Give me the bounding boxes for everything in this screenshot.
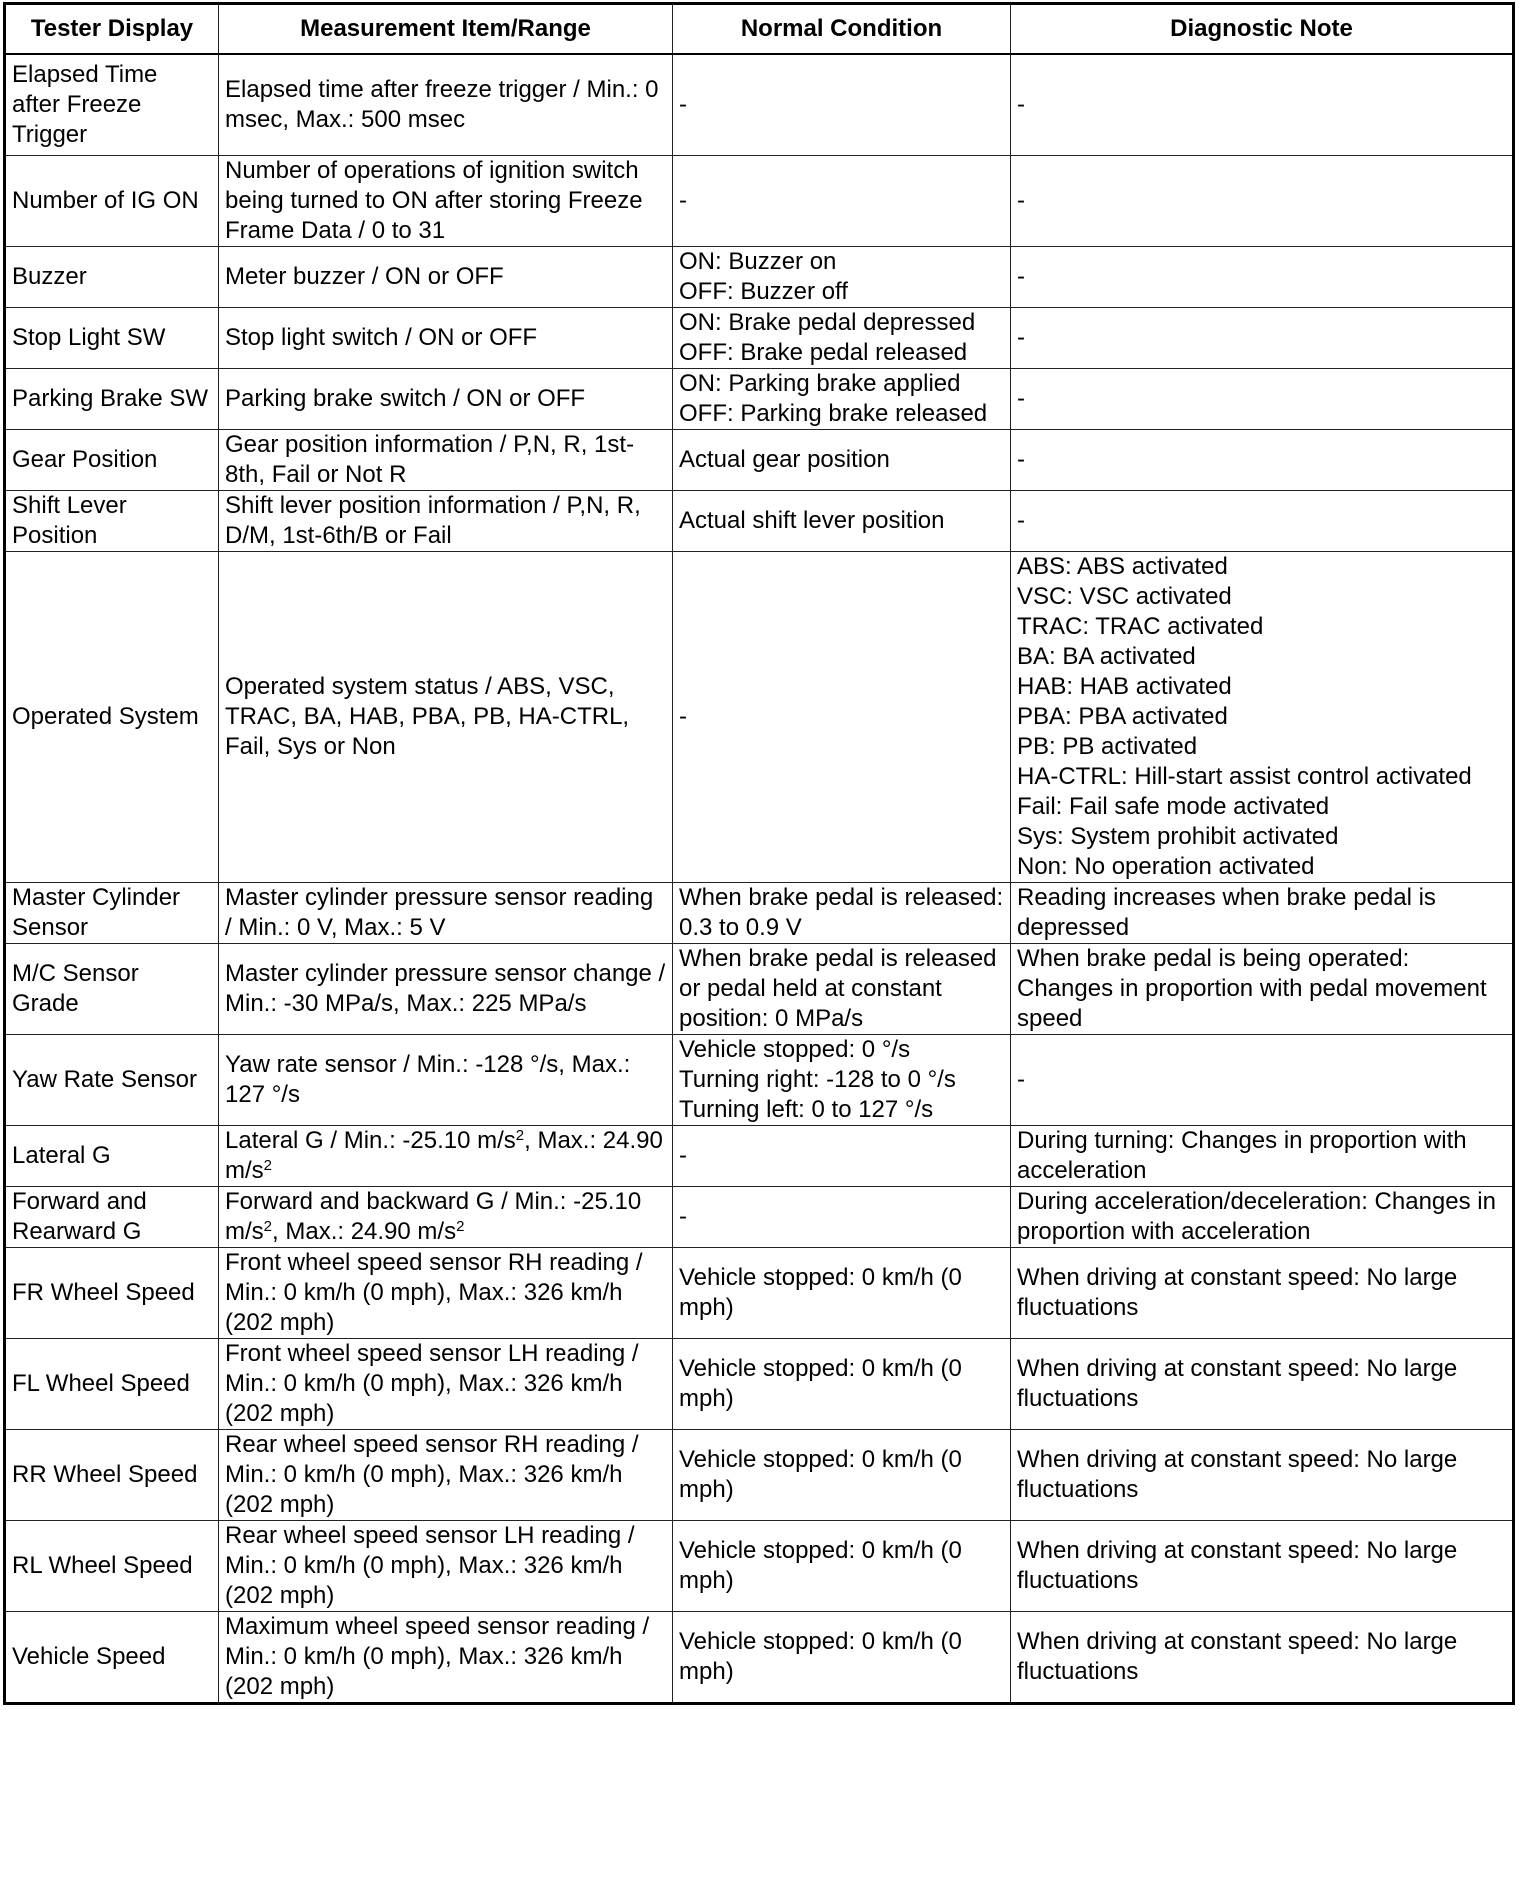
cell-diagnostic-note (1011, 246, 1514, 307)
cell-measurement-item-range-text: Shift lever position information / P,N, R, D/M, 1st-6th/B or Fail (225, 491, 641, 549)
cell-normal-condition-text: Vehicle stopped: 0 km/h (0 mph) (679, 1536, 962, 1594)
cell-normal-condition-text: - (679, 702, 687, 730)
cell-diagnostic-note (1011, 1338, 1514, 1429)
cell-normal-condition (673, 54, 1011, 155)
cell-measurement-item-range-text: Rear wheel speed sensor RH reading / Min.: 0 km/h (0 mph), Max.: 326 km/h (202 mph) (225, 1430, 639, 1518)
cell-tester-display (5, 368, 219, 429)
cell-diagnostic-note-text: When brake pedal is being operated: Changes in proportion with pedal movement speed (1017, 944, 1487, 1032)
cell-diagnostic-note (1011, 1034, 1514, 1125)
cell-tester-display (5, 490, 219, 551)
cell-tester-display (5, 1125, 219, 1186)
cell-measurement-item-range-text: Master cylinder pressure sensor reading / Min.: 0 V, Max.: 5 V (225, 883, 654, 941)
cell-normal-condition-text: Vehicle stopped: 0 °/s Turning right: -128 to 0 °/s Turning left: 0 to 127 °/s (679, 1035, 956, 1123)
superscript: 2 (263, 1217, 273, 1235)
cell-measurement-item-range (219, 246, 673, 307)
cell-tester-display (5, 1429, 219, 1520)
table-row (5, 1338, 1514, 1429)
cell-tester-display (5, 246, 219, 307)
cell-measurement-item-range-text: Operated system status / ABS, VSC, TRAC, BA, HAB, PBA, PB, HA-CTRL, Fail, Sys or Non (225, 672, 630, 760)
cell-measurement-item-range (219, 551, 673, 882)
cell-diagnostic-note-text: During acceleration/deceleration: Changes in proportion with acceleration (1017, 1187, 1496, 1245)
cell-diagnostic-note (1011, 943, 1514, 1034)
cell-tester-display-text: FL Wheel Speed (12, 1369, 190, 1397)
table-row (5, 155, 1514, 246)
cell-measurement-item-range (219, 429, 673, 490)
cell-measurement-item-range (219, 54, 673, 155)
cell-normal-condition-text: ON: Parking brake applied OFF: Parking brake released (679, 369, 988, 427)
cell-diagnostic-note-text: - (1017, 323, 1025, 351)
table-row (5, 368, 1514, 429)
cell-diagnostic-note-text: - (1017, 90, 1025, 118)
cell-measurement-item-range (219, 490, 673, 551)
cell-tester-display-text: Shift Lever Position (12, 491, 127, 549)
cell-normal-condition (673, 882, 1011, 943)
cell-measurement-item-range (219, 1125, 673, 1186)
cell-tester-display (5, 155, 219, 246)
cell-measurement-item-range-text: Maximum wheel speed sensor reading / Min.: 0 km/h (0 mph), Max.: 326 km/h (202 mph) (225, 1612, 650, 1700)
cell-tester-display-text: RR Wheel Speed (12, 1460, 198, 1488)
cell-measurement-item-range (219, 1338, 673, 1429)
cell-tester-display-text: Operated System (12, 702, 199, 730)
cell-normal-condition (673, 551, 1011, 882)
cell-measurement-item-range-text: Number of operations of ignition switch being turned to ON after storing Freeze Frame Data / 0 to 31 (225, 156, 643, 244)
cell-tester-display-text: Buzzer (12, 262, 87, 290)
cell-diagnostic-note (1011, 1247, 1514, 1338)
cell-normal-condition (673, 1247, 1011, 1338)
table-row (5, 490, 1514, 551)
table-row (5, 1125, 1514, 1186)
header-row (5, 4, 1514, 55)
cell-normal-condition (673, 1520, 1011, 1611)
cell-measurement-item-range (219, 307, 673, 368)
cell-diagnostic-note-text: When driving at constant speed: No large fluctuations (1017, 1354, 1458, 1412)
cell-normal-condition-text: Vehicle stopped: 0 km/h (0 mph) (679, 1627, 962, 1685)
cell-tester-display (5, 882, 219, 943)
cell-normal-condition (673, 1186, 1011, 1247)
cell-measurement-item-range-text (225, 1188, 641, 1245)
table-row (5, 1247, 1514, 1338)
cell-tester-display-text: Number of IG ON (12, 186, 199, 214)
cell-measurement-item-range-text: Master cylinder pressure sensor change / Min.: -30 MPa/s, Max.: 225 MPa/s (225, 959, 666, 1017)
cell-tester-display-text: Vehicle Speed (12, 1642, 166, 1670)
cell-measurement-item-range-text (225, 1127, 663, 1184)
cell-diagnostic-note (1011, 1611, 1514, 1703)
table-row (5, 882, 1514, 943)
table-row (5, 943, 1514, 1034)
cell-measurement-item-range-text: Yaw rate sensor / Min.: -128 °/s, Max.: 127 °/s (225, 1050, 631, 1108)
cell-tester-display-text: Elapsed Time after Freeze Trigger (12, 60, 158, 148)
text-segment: , Max.: 24.90 m/s (225, 1126, 663, 1184)
cell-measurement-item-range (219, 1247, 673, 1338)
cell-measurement-item-range (219, 155, 673, 246)
cell-measurement-item-range (219, 1611, 673, 1703)
cell-diagnostic-note (1011, 429, 1514, 490)
cell-normal-condition (673, 368, 1011, 429)
superscript: 2 (263, 1156, 273, 1174)
cell-diagnostic-note-text: - (1017, 1065, 1025, 1093)
cell-tester-display (5, 1338, 219, 1429)
cell-diagnostic-note (1011, 1186, 1514, 1247)
table-header (5, 4, 1514, 55)
cell-measurement-item-range-text: Stop light switch / ON or OFF (225, 323, 538, 351)
cell-tester-display-text: Gear Position (12, 445, 158, 473)
header-diagnostic-note: Diagnostic Note (1011, 4, 1514, 55)
cell-normal-condition-text: Vehicle stopped: 0 km/h (0 mph) (679, 1445, 962, 1503)
cell-measurement-item-range (219, 368, 673, 429)
cell-diagnostic-note-text: - (1017, 262, 1025, 290)
superscript: 2 (456, 1217, 465, 1235)
table-row (5, 307, 1514, 368)
cell-tester-display-text: Forward and Rearward G (12, 1187, 147, 1245)
cell-diagnostic-note (1011, 1125, 1514, 1186)
cell-diagnostic-note (1011, 1429, 1514, 1520)
table-row (5, 1034, 1514, 1125)
cell-diagnostic-note-text: When driving at constant speed: No large fluctuations (1017, 1263, 1458, 1321)
cell-diagnostic-note (1011, 551, 1514, 882)
cell-measurement-item-range-text: Elapsed time after freeze trigger / Min.: 0 msec, Max.: 500 msec (225, 75, 659, 133)
data-list-table (3, 2, 1515, 1705)
cell-diagnostic-note-text: - (1017, 506, 1025, 534)
cell-tester-display (5, 551, 219, 882)
cell-normal-condition (673, 1429, 1011, 1520)
cell-tester-display (5, 1034, 219, 1125)
cell-diagnostic-note (1011, 490, 1514, 551)
cell-diagnostic-note-text: - (1017, 384, 1025, 412)
cell-tester-display-text: Lateral G (12, 1141, 111, 1169)
cell-normal-condition (673, 490, 1011, 551)
cell-diagnostic-note-text: When driving at constant speed: No large fluctuations (1017, 1445, 1458, 1503)
cell-diagnostic-note-text: ABS: ABS activated VSC: VSC activated TRAC: TRAC activated BA: BA activated HAB: HAB activated PBA: PBA activated PB: PB activated HA-CTRL: Hill-start assist control activated Fail: Fail safe mode activated Sys: System prohibit activated Non: No operation activated (1017, 552, 1472, 880)
cell-measurement-item-range (219, 1520, 673, 1611)
cell-normal-condition (673, 1034, 1011, 1125)
cell-tester-display (5, 1611, 219, 1703)
table-row (5, 1429, 1514, 1520)
table-row (5, 54, 1514, 155)
cell-diagnostic-note-text: When driving at constant speed: No large fluctuations (1017, 1627, 1458, 1685)
cell-measurement-item-range (219, 1186, 673, 1247)
cell-measurement-item-range (219, 1429, 673, 1520)
cell-diagnostic-note (1011, 882, 1514, 943)
header-normal-condition: Normal Condition (673, 4, 1011, 55)
cell-normal-condition-text: - (679, 1141, 687, 1169)
cell-measurement-item-range (219, 943, 673, 1034)
cell-tester-display-text: RL Wheel Speed (12, 1551, 193, 1579)
table-row (5, 246, 1514, 307)
cell-diagnostic-note-text: - (1017, 186, 1025, 214)
cell-diagnostic-note (1011, 307, 1514, 368)
cell-diagnostic-note (1011, 155, 1514, 246)
cell-measurement-item-range-text: Front wheel speed sensor RH reading / Min.: 0 km/h (0 mph), Max.: 326 km/h (202 mph) (225, 1248, 643, 1336)
cell-tester-display-text: Parking Brake SW (12, 384, 209, 412)
header-measurement-item-range: Measurement Item/Range (219, 4, 673, 55)
cell-tester-display-text: M/C Sensor Grade (12, 959, 139, 1017)
cell-measurement-item-range-text: Meter buzzer / ON or OFF (225, 262, 504, 290)
cell-normal-condition-text: ON: Buzzer on OFF: Buzzer off (679, 247, 848, 305)
table-row (5, 429, 1514, 490)
cell-measurement-item-range-text: Gear position information / P,N, R, 1st-8th, Fail or Not R (225, 430, 635, 488)
cell-tester-display (5, 429, 219, 490)
cell-tester-display-text: Yaw Rate Sensor (12, 1065, 197, 1093)
text-segment: Lateral G / Min.: -25.10 m/s (225, 1126, 516, 1154)
cell-tester-display (5, 1247, 219, 1338)
cell-normal-condition (673, 1125, 1011, 1186)
cell-tester-display-text: FR Wheel Speed (12, 1278, 195, 1306)
cell-diagnostic-note-text: When driving at constant speed: No large fluctuations (1017, 1536, 1458, 1594)
header-tester-display: Tester Display (5, 4, 219, 55)
cell-normal-condition (673, 307, 1011, 368)
cell-tester-display-text: Stop Light SW (12, 323, 166, 351)
cell-normal-condition (673, 943, 1011, 1034)
cell-measurement-item-range-text: Rear wheel speed sensor LH reading / Min.: 0 km/h (0 mph), Max.: 326 km/h (202 mph) (225, 1521, 635, 1609)
cell-normal-condition-text: - (679, 186, 687, 214)
cell-normal-condition-text: Actual shift lever position (679, 506, 945, 534)
data-list-table-container (3, 2, 1512, 1705)
cell-diagnostic-note (1011, 368, 1514, 429)
cell-diagnostic-note-text: During turning: Changes in proportion with acceleration (1017, 1126, 1467, 1184)
superscript: 2 (515, 1126, 525, 1144)
cell-tester-display-text: Master Cylinder Sensor (12, 883, 181, 941)
cell-tester-display (5, 943, 219, 1034)
cell-diagnostic-note-text: - (1017, 445, 1025, 473)
cell-normal-condition-text: - (679, 1202, 687, 1230)
cell-tester-display (5, 1186, 219, 1247)
text-segment: Forward and backward G / Min.: -25.10 m/s (225, 1187, 642, 1245)
cell-normal-condition-text: - (679, 90, 687, 118)
table-row (5, 1611, 1514, 1703)
cell-normal-condition (673, 1338, 1011, 1429)
cell-normal-condition-text: Vehicle stopped: 0 km/h (0 mph) (679, 1263, 962, 1321)
cell-measurement-item-range-text: Parking brake switch / ON or OFF (225, 384, 586, 412)
cell-diagnostic-note-text: Reading increases when brake pedal is depressed (1017, 883, 1436, 941)
text-segment: , Max.: 24.90 m/s (272, 1217, 457, 1245)
table-body (5, 54, 1514, 1703)
cell-normal-condition-text: Vehicle stopped: 0 km/h (0 mph) (679, 1354, 962, 1412)
cell-tester-display (5, 54, 219, 155)
cell-normal-condition-text: When brake pedal is released or pedal held at constant position: 0 MPa/s (679, 944, 997, 1032)
cell-normal-condition-text: ON: Brake pedal depressed OFF: Brake pedal released (679, 308, 976, 366)
cell-measurement-item-range (219, 1034, 673, 1125)
cell-normal-condition (673, 429, 1011, 490)
table-row (5, 1186, 1514, 1247)
cell-normal-condition (673, 1611, 1011, 1703)
cell-normal-condition (673, 155, 1011, 246)
cell-normal-condition (673, 246, 1011, 307)
cell-normal-condition-text: When brake pedal is released: 0.3 to 0.9 V (679, 883, 1004, 941)
table-row (5, 551, 1514, 882)
cell-diagnostic-note (1011, 54, 1514, 155)
cell-tester-display (5, 307, 219, 368)
cell-normal-condition-text: Actual gear position (679, 445, 890, 473)
cell-measurement-item-range-text: Front wheel speed sensor LH reading / Min.: 0 km/h (0 mph), Max.: 326 km/h (202 mph) (225, 1339, 639, 1427)
cell-measurement-item-range (219, 882, 673, 943)
table-row (5, 1520, 1514, 1611)
cell-tester-display (5, 1520, 219, 1611)
cell-diagnostic-note (1011, 1520, 1514, 1611)
